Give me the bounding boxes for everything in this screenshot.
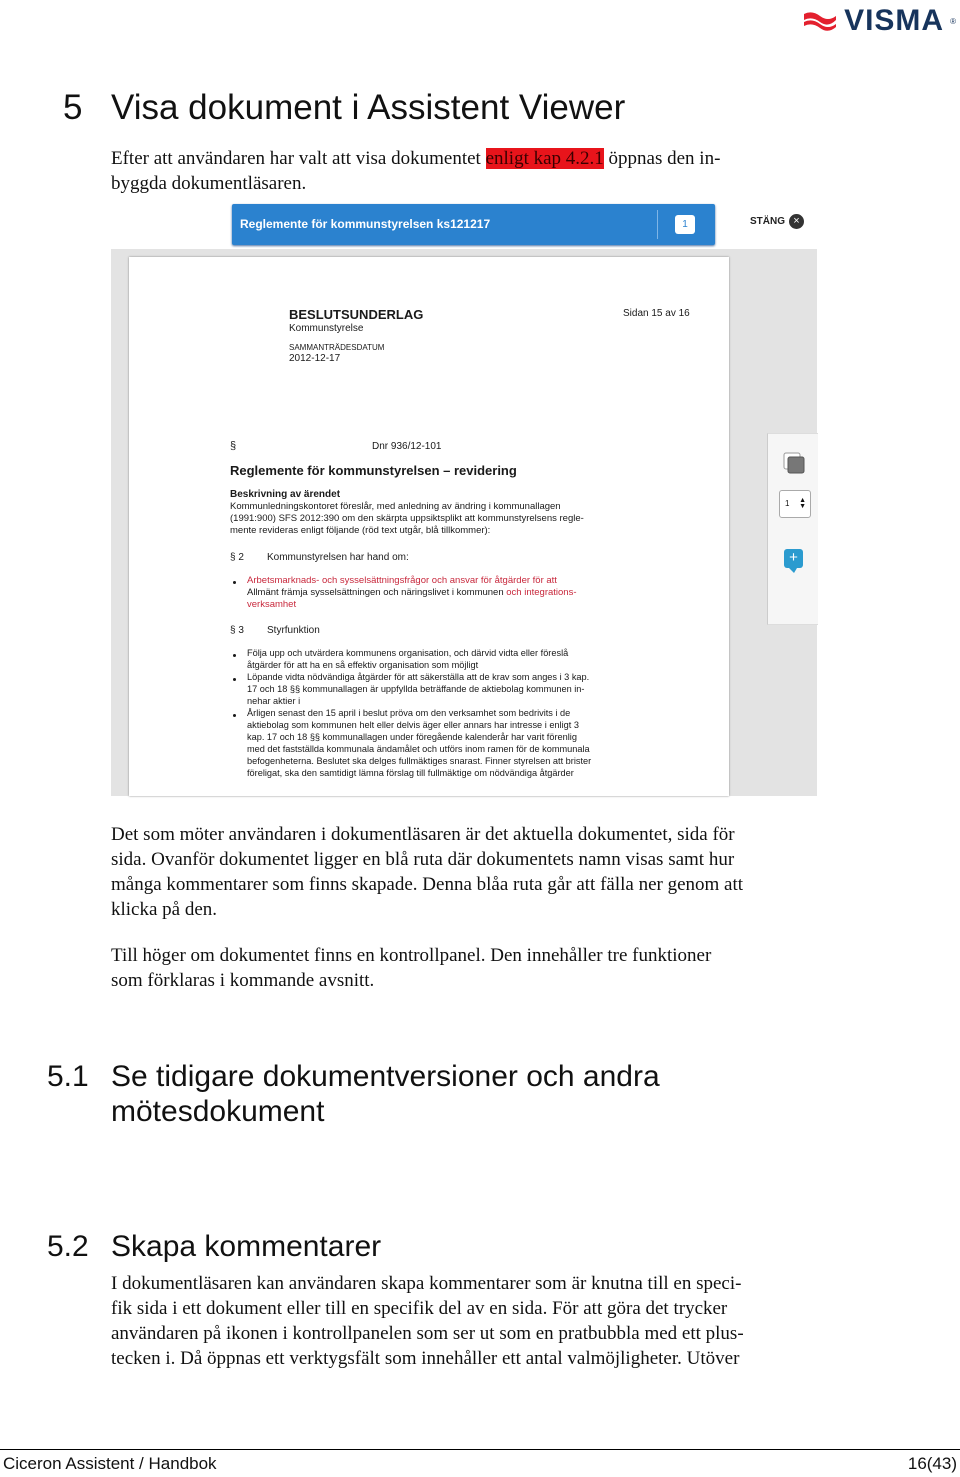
viewer-top-bar xyxy=(111,196,817,249)
visma-logo xyxy=(802,4,956,38)
doc-section2-bullet-red-cont: verksamhet xyxy=(247,599,297,610)
text-line: klicka på den. xyxy=(111,899,218,920)
body-paragraph xyxy=(111,943,821,993)
body-paragraph xyxy=(111,1271,821,1371)
body-paragraph xyxy=(111,822,821,922)
doc-dnr: Dnr 936/12-101 xyxy=(372,441,442,452)
section-number: 5 xyxy=(63,88,83,127)
doc-section3-line: aktiebolag som kommunen helt eller delvis äger eller annars har intresse i enligt 3 xyxy=(247,720,579,730)
doc-section3-line: med det fastställda kommunala ändamålet och utförs inom ramen för de kommunala xyxy=(247,744,590,754)
page-select-value: 1 xyxy=(785,499,790,508)
text-line: Det som möter användaren i dokumentläsaren är det aktuella dokumentet, sida för xyxy=(111,824,735,845)
spinner-arrows-icon: ▲ ▼ xyxy=(799,497,806,510)
doc-section2-bullet-removed: Arbetsmarknads- och sysselsättningsfrågor och ansvar för åtgärder för att xyxy=(247,575,557,586)
text-line: sida. Ovanför dokumentet ligger en blå ruta där dokumentets namn visas samt hur xyxy=(111,849,735,870)
document-page xyxy=(129,257,729,796)
bullet xyxy=(233,714,236,717)
brand-name: VISMA xyxy=(844,4,945,37)
text-line: tecken i. Då öppnas ett verktygsfält som innehåller ett antal valmöjligheter. Utöver xyxy=(111,1348,740,1369)
doc-meeting-date: 2012-12-17 xyxy=(289,353,341,364)
footer-document-name: Ciceron Assistent / Handbok xyxy=(3,1454,217,1473)
section-title: Visa dokument i Assistent Viewer xyxy=(111,88,626,127)
control-panel xyxy=(767,433,818,625)
doc-section3-line: befogenheterna. Beslutet ska delges fullmäktiges snarast. Finner styrelsen att brister xyxy=(247,756,592,766)
document-title-bar[interactable] xyxy=(232,204,715,245)
doc-section2-bullet-red: och integrations- xyxy=(506,587,577,598)
document-title: Reglemente för kommunstyrelsen ks121217 xyxy=(240,217,491,231)
title-bar-divider xyxy=(657,210,658,239)
bullet xyxy=(233,654,236,657)
doc-header-org: Kommunstyrelse xyxy=(289,323,364,334)
doc-section3-line: åtgärder för att ha en så effektiv organisation som möjligt xyxy=(247,660,479,670)
footer-divider xyxy=(0,1449,960,1450)
chapter-reference-highlight: enligt kap 4.2.1 xyxy=(485,148,604,169)
doc-desc-line: Kommunledningskontoret föreslår, med anledning av ändring i kommunallagen xyxy=(230,501,561,512)
section-heading-5 xyxy=(63,88,625,128)
section-number: 5.1 xyxy=(47,1060,89,1093)
intro-text-line2: byggda dokumentläsaren. xyxy=(111,173,307,194)
add-comment-icon[interactable]: + xyxy=(784,549,803,568)
comment-count-badge[interactable]: 1 xyxy=(675,215,695,234)
footer-page-number: 16(43) xyxy=(907,1454,957,1473)
doc-desc-heading: Beskrivning av ärendet xyxy=(230,489,341,500)
doc-section3-line: kap. 17 och 18 §§ kommunallagen under föregående kalenderår har varit förenlig xyxy=(247,732,577,742)
brand-registered-mark: ® xyxy=(950,16,956,26)
doc-section3-line: föreligat, ska den samtidigt lämna förslag till fullmäktige om nödvändiga åtgärder xyxy=(247,768,574,778)
close-label[interactable]: STÄNG xyxy=(750,216,785,227)
doc-header-title: BESLUTSUNDERLAG xyxy=(289,307,424,322)
section-number: 5.2 xyxy=(47,1230,89,1263)
bullet xyxy=(233,678,236,681)
doc-section2-bullet-cont xyxy=(247,587,577,598)
page-select[interactable] xyxy=(779,490,811,518)
text-line: många kommentarer som finns skapade. Denna blåa ruta går att fälla ner genom att xyxy=(111,874,744,895)
doc-section3-title: Styrfunktion xyxy=(267,625,320,636)
document-viewer-area xyxy=(111,249,817,796)
section-title: Skapa kommentarer xyxy=(111,1230,382,1263)
section-heading-5-1-cont: mötesdokument xyxy=(111,1095,325,1128)
text-line: användaren på ikonen i kontrollpanelen som ser ut som en pratbubbla med ett plus- xyxy=(111,1323,744,1344)
doc-desc-line: mente revideras enligt följande (röd text utgår, blå tillkommer): xyxy=(230,525,491,536)
text-line: I dokumentläsaren kan användaren skapa kommentarer som är knutna till en speci- xyxy=(111,1273,742,1294)
section-heading-5-2 xyxy=(47,1230,381,1264)
doc-desc-line: (1991:900) SFS 2012:390 om den skärpta uppsiktsplikt att kommunstyrelsens regle- xyxy=(230,513,584,524)
text-line: Till höger om dokumentet finns en kontrollpanel. Den innehåller tre funktioner xyxy=(111,945,712,966)
doc-section3-line: 17 och 18 §§ kommunallagen är uppfyllda beträffande de aktiebolag kommunen in- xyxy=(247,684,585,694)
text-line: fik sida i ett dokument eller till en specifik del av en sida. För att göra det trycker xyxy=(111,1298,728,1319)
doc-meeting-label: SAMMANTRÄDESDATUM xyxy=(289,343,385,352)
doc-section3-number: § 3 xyxy=(230,625,244,636)
section-title: Se tidigare dokumentversioner och andra xyxy=(111,1060,660,1093)
doc-section3-line: Följa upp och utvärdera kommunens organisation, och därvid vidta eller föreslå xyxy=(247,648,569,658)
intro-text-end: öppnas den in- xyxy=(603,148,721,169)
document-versions-icon[interactable] xyxy=(783,452,805,474)
doc-section2-bullet-text: Allmänt främja sysselsättningen och näringslivet i kommunen xyxy=(247,587,507,598)
doc-para-sign: § xyxy=(230,440,237,452)
doc-title: Reglemente för kommunstyrelsen – revidering xyxy=(230,463,517,478)
intro-text-start: Efter att användaren har valt att visa dokumentet xyxy=(111,148,486,169)
bullet xyxy=(233,581,236,584)
intro-paragraph xyxy=(111,146,821,196)
text-line: som förklaras i kommande avsnitt. xyxy=(111,970,375,991)
section-heading-5-1 xyxy=(47,1060,660,1094)
doc-section2-title: Kommunstyrelsen har hand om: xyxy=(267,552,409,563)
doc-section3-line: nehar aktier i xyxy=(247,696,301,706)
doc-section3-line: Årligen senast den 15 april i beslut pröva om den verksamhet som bedrivits i de xyxy=(247,708,571,718)
viewer-screenshot xyxy=(111,196,817,796)
doc-page-info: Sidan 15 av 16 xyxy=(623,308,690,319)
doc-section2-number: § 2 xyxy=(230,552,244,563)
visma-swoosh-icon xyxy=(802,10,838,32)
doc-section3-line: Löpande vidta nödvändiga åtgärder för att säkerställa att de krav som anges i 3 kap. xyxy=(247,672,590,682)
close-icon[interactable]: × xyxy=(789,214,804,229)
